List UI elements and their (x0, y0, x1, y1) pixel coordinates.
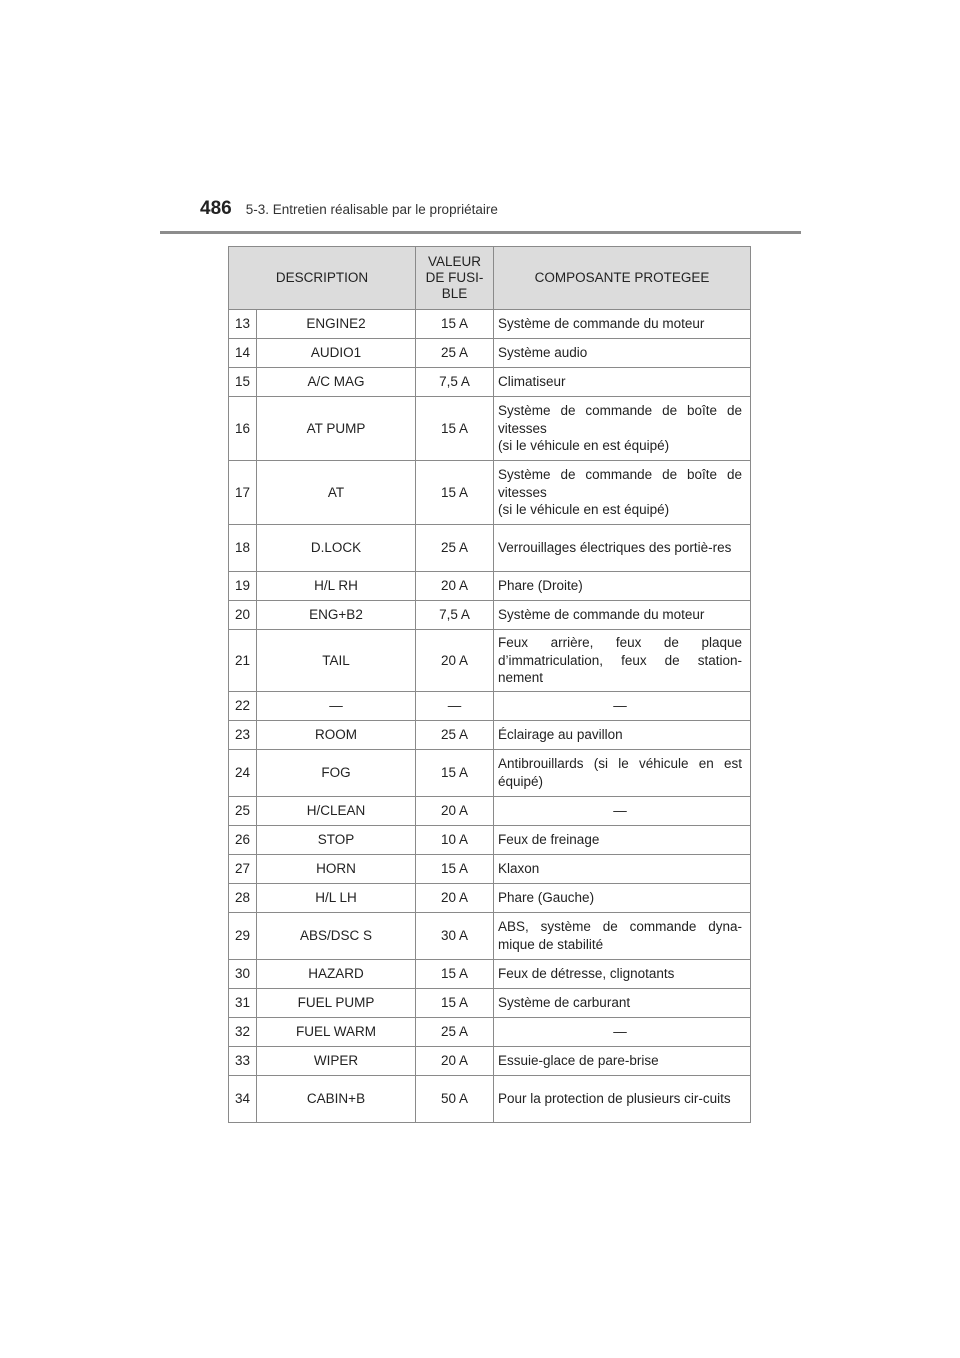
fuse-name: ENGINE2 (257, 310, 416, 339)
protected-component (494, 601, 751, 630)
fuse-name: CABIN+B (257, 1075, 416, 1122)
table-row (229, 1075, 751, 1122)
fuse-number: 32 (229, 1017, 257, 1046)
fuse-number: 16 (229, 397, 257, 461)
column-header-description: DESCRIPTION (229, 247, 416, 310)
protected-component (494, 310, 751, 339)
header-divider (160, 231, 801, 234)
fuse-name: FUEL PUMP (257, 988, 416, 1017)
component-text: Klaxon (498, 860, 540, 876)
fuse-name: D.LOCK (257, 525, 416, 572)
component-text: Éclairage au pavillon (498, 726, 623, 742)
fuse-amperage: 20 A (416, 1046, 494, 1075)
protected-component (494, 368, 751, 397)
component-text: Feux arrière, feux de plaque d’immatriculation, feux de station-nement (498, 635, 743, 685)
fuse-name: STOP (257, 825, 416, 854)
column-header-value-line: DE FUSI- (425, 270, 484, 285)
fuse-number: 34 (229, 1075, 257, 1122)
fuse-amperage: 25 A (416, 525, 494, 572)
fuse-number: 14 (229, 339, 257, 368)
protected-component (494, 1075, 751, 1122)
fuse-name: WIPER (257, 1046, 416, 1075)
component-text: — (613, 697, 627, 713)
fuse-table-body (229, 310, 751, 1123)
fuse-amperage: 25 A (416, 720, 494, 749)
table-row (229, 1046, 751, 1075)
fuse-name: ROOM (257, 720, 416, 749)
fuse-number: 15 (229, 368, 257, 397)
fuse-number: 29 (229, 912, 257, 959)
protected-component (494, 572, 751, 601)
protected-component (494, 825, 751, 854)
table-row (229, 572, 751, 601)
protected-component (494, 1046, 751, 1075)
page-number: 486 (200, 198, 232, 219)
table-row (229, 368, 751, 397)
fuse-amperage: — (416, 691, 494, 720)
fuse-number: 19 (229, 572, 257, 601)
component-text: Phare (Gauche) (498, 889, 595, 905)
component-text: Pour la protection de plusieurs cir-cuits (498, 1090, 731, 1106)
table-row (229, 796, 751, 825)
fuse-amperage: 7,5 A (416, 601, 494, 630)
table-row (229, 720, 751, 749)
fuse-amperage: 20 A (416, 572, 494, 601)
component-text: Phare (Droite) (498, 578, 583, 594)
fuse-amperage: 15 A (416, 749, 494, 796)
protected-component (494, 1017, 751, 1046)
table-row (229, 691, 751, 720)
component-text: — (613, 1023, 627, 1039)
fuse-name: HAZARD (257, 959, 416, 988)
component-text: (si le véhicule en est équipé) (498, 502, 670, 518)
fuse-name: AT PUMP (257, 397, 416, 461)
fuse-name: FOG (257, 749, 416, 796)
fuse-amperage: 20 A (416, 796, 494, 825)
fuse-name: H/L LH (257, 883, 416, 912)
component-text: Système de commande de boîte de vitesses (498, 403, 743, 436)
table-row (229, 912, 751, 959)
table-row (229, 883, 751, 912)
component-text: ABS, système de commande dyna-mique de stabilité (498, 919, 743, 952)
component-text: Antibrouillards (si le véhicule en est équipé) (498, 756, 743, 789)
fuse-amperage: 15 A (416, 397, 494, 461)
protected-component (494, 959, 751, 988)
table-row (229, 825, 751, 854)
table-row (229, 749, 751, 796)
table-row (229, 988, 751, 1017)
protected-component (494, 461, 751, 525)
protected-component (494, 854, 751, 883)
fuse-number: 30 (229, 959, 257, 988)
fuse-table (228, 246, 751, 1123)
table-row (229, 339, 751, 368)
fuse-name: A/C MAG (257, 368, 416, 397)
fuse-name: TAIL (257, 630, 416, 692)
fuse-name: HORN (257, 854, 416, 883)
component-text: — (613, 802, 627, 818)
protected-component (494, 749, 751, 796)
table-header-row (229, 247, 751, 310)
table-row (229, 959, 751, 988)
table-row (229, 525, 751, 572)
fuse-name: FUEL WARM (257, 1017, 416, 1046)
protected-component (494, 720, 751, 749)
fuse-number: 20 (229, 601, 257, 630)
component-text: Système audio (498, 345, 588, 361)
fuse-number: 25 (229, 796, 257, 825)
component-text: (si le véhicule en est équipé) (498, 438, 670, 454)
fuse-amperage: 15 A (416, 310, 494, 339)
fuse-name: — (257, 691, 416, 720)
fuse-amperage: 10 A (416, 825, 494, 854)
component-text: Système de commande du moteur (498, 316, 705, 332)
fuse-name: AUDIO1 (257, 339, 416, 368)
column-header-component: COMPOSANTE PROTEGEE (494, 247, 751, 310)
fuse-name: H/L RH (257, 572, 416, 601)
component-text: Feux de freinage (498, 831, 600, 847)
fuse-amperage: 20 A (416, 630, 494, 692)
fuse-number: 17 (229, 461, 257, 525)
table-row (229, 310, 751, 339)
fuse-number: 31 (229, 988, 257, 1017)
column-header-value-line: VALEUR (428, 254, 482, 269)
component-text: Essuie-glace de pare-brise (498, 1052, 659, 1068)
protected-component (494, 397, 751, 461)
table-row (229, 461, 751, 525)
protected-component (494, 883, 751, 912)
column-header-value-line: BLE (441, 286, 468, 301)
component-text: Verrouillages électriques des portiè-res (498, 540, 732, 556)
fuse-amperage: 50 A (416, 1075, 494, 1122)
fuse-number: 22 (229, 691, 257, 720)
fuse-amperage: 15 A (416, 461, 494, 525)
protected-component (494, 988, 751, 1017)
component-text: Système de carburant (498, 994, 631, 1010)
component-text: Système de commande de boîte de vitesses (498, 467, 743, 500)
fuse-amperage: 15 A (416, 959, 494, 988)
fuse-amperage: 25 A (416, 1017, 494, 1046)
protected-component (494, 796, 751, 825)
section-title: 5-3. Entretien réalisable par le propriétaire (245, 202, 498, 217)
component-text: Système de commande du moteur (498, 607, 705, 623)
protected-component (494, 339, 751, 368)
table-row (229, 1017, 751, 1046)
fuse-number: 23 (229, 720, 257, 749)
fuse-amperage: 20 A (416, 883, 494, 912)
protected-component (494, 630, 751, 692)
fuse-name: H/CLEAN (257, 796, 416, 825)
fuse-name: ENG+B2 (257, 601, 416, 630)
fuse-number: 27 (229, 854, 257, 883)
table-row (229, 601, 751, 630)
fuse-name: AT (257, 461, 416, 525)
component-text: Climatiseur (498, 374, 566, 390)
fuse-amperage: 15 A (416, 988, 494, 1017)
fuse-name: ABS/DSC S (257, 912, 416, 959)
protected-component (494, 912, 751, 959)
protected-component (494, 525, 751, 572)
fuse-number: 13 (229, 310, 257, 339)
fuse-number: 18 (229, 525, 257, 572)
fuse-number: 24 (229, 749, 257, 796)
component-text: Feux de détresse, clignotants (498, 965, 675, 981)
fuse-amperage: 30 A (416, 912, 494, 959)
fuse-number: 26 (229, 825, 257, 854)
table-row (229, 630, 751, 692)
page-header (200, 198, 498, 220)
fuse-number: 28 (229, 883, 257, 912)
table-row (229, 854, 751, 883)
protected-component (494, 691, 751, 720)
fuse-number: 33 (229, 1046, 257, 1075)
table-row (229, 397, 751, 461)
fuse-amperage: 7,5 A (416, 368, 494, 397)
fuse-number: 21 (229, 630, 257, 692)
fuse-amperage: 25 A (416, 339, 494, 368)
fuse-amperage: 15 A (416, 854, 494, 883)
column-header-fuse-value (416, 247, 494, 310)
